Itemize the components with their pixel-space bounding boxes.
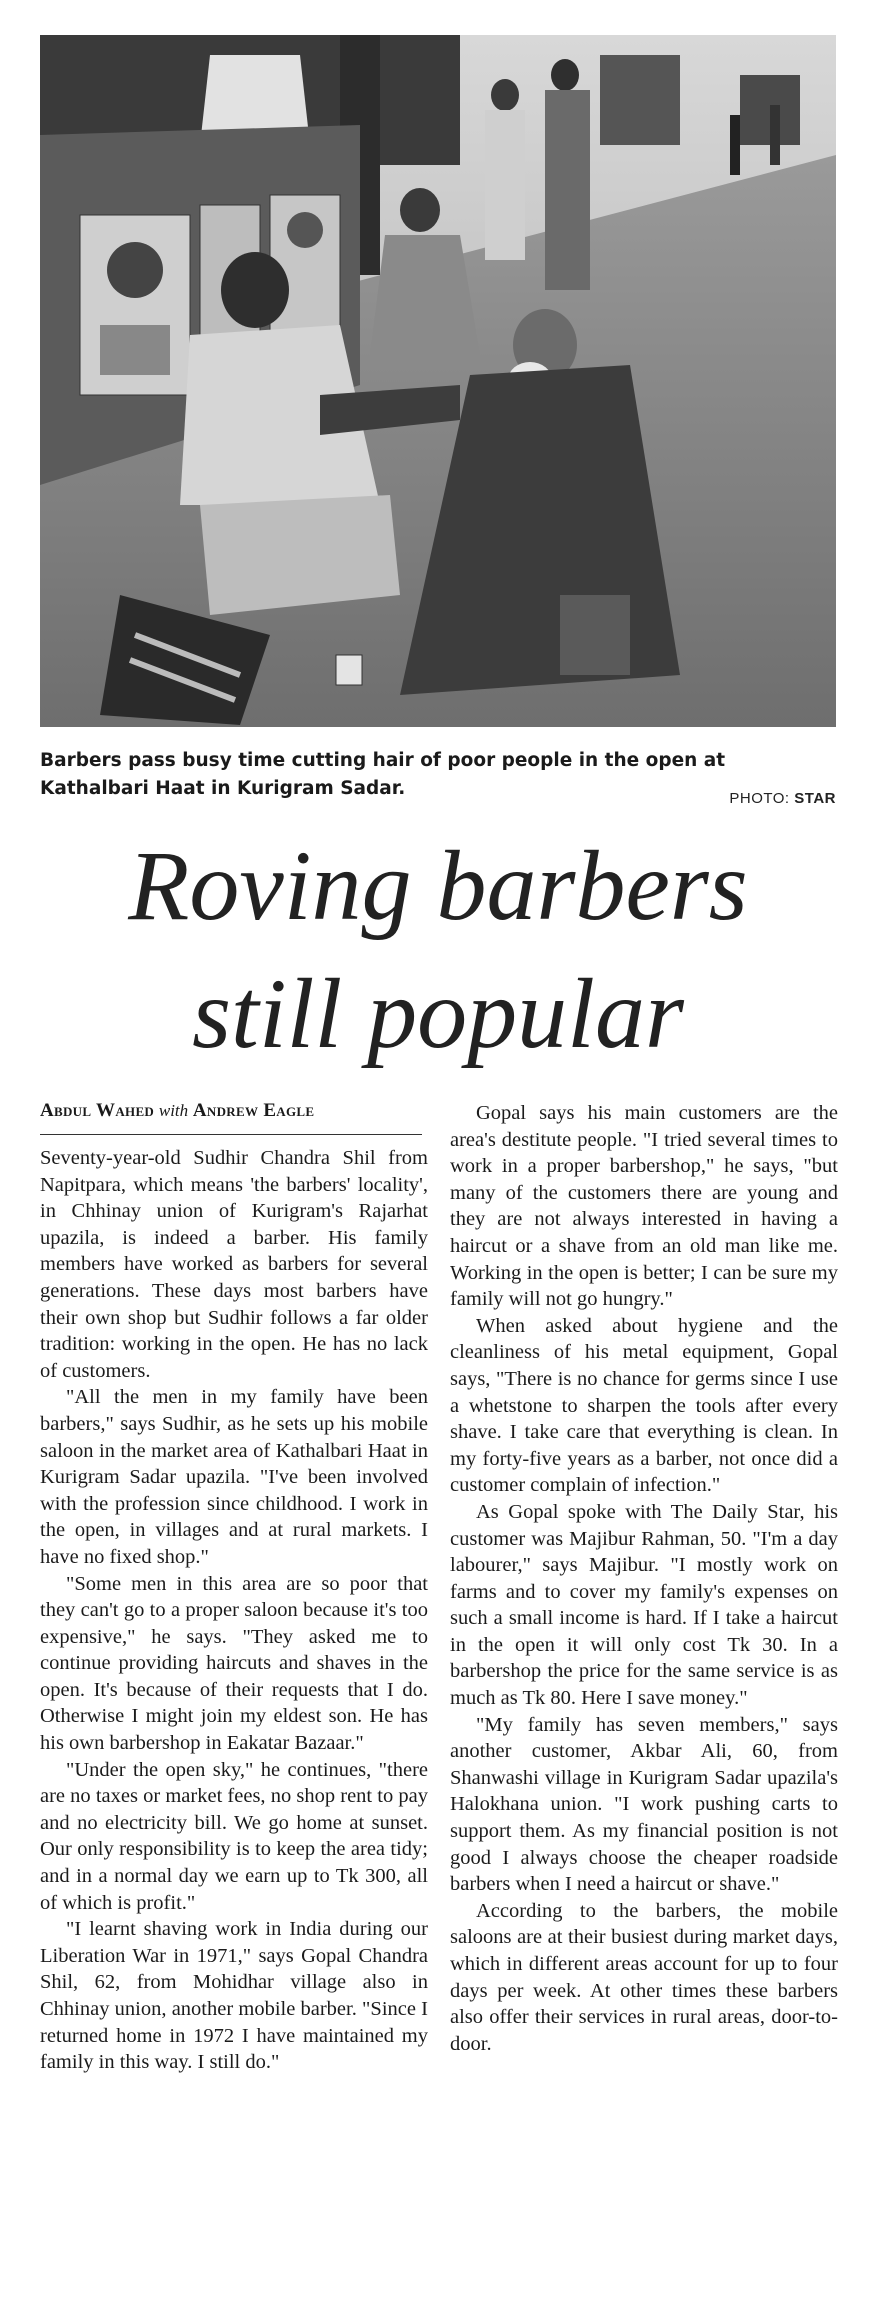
- article-paragraph: As Gopal spoke with The Daily Star, his customer was Majibur Rahman, 50. "I'm a day labourer," says Majibur. "I mostly work on farms and to cover my family's expenses on such a small income is hard. If I take a haircut in the open it will only cost Tk 30. In a barbershop the price for the same service is as much as Tk 80. Here I save money.": [450, 1500, 838, 1710]
- article-paragraph: "I learnt shaving work in India during our Liberation War in 1971," says Gopal Chandra Shil, 62, from Mohidhar village also in Chhinay union, another mobile barber. "Since I returned home in 1972 I have maintained my family in this way. I still do.": [40, 1918, 428, 2074]
- article-paragraph: Gopal says his main customers are the area's destitute people. "I tried several times to work in a proper barbershop," he says, "but many of the customers there are young and they are not always interested in having a haircut or a shave from an old man like me. Working in the open is better; I can be sure my family will not go hungry.": [450, 1102, 838, 1311]
- photo-credit-source: STAR: [794, 790, 836, 807]
- headline: [40, 822, 836, 1078]
- article-paragraph: When asked about hygiene and the cleanliness of his metal equipment, Gopal says, "There is no chance for germs since I use a whetstone to sharpen the tools after every shave. I take care that everything is clean. In my forty-five years as a barber, not once did a customer complain of infection.": [450, 1314, 838, 1497]
- article-paragraph: Seventy-year-old Sudhir Chandra Shil from Napitpara, which means 'the barbers' locality', in Chhinay union of Kurigram's Rajarhat upazila, is indeed a barber. His family members have worked as barbers for several generations. These days most barbers have their own shop but Sudhir follows a far older tradition: working in the open. He has no lack of customers.: [40, 1147, 428, 1382]
- article-paragraph: "My family has seven members," says another customer, Akbar Ali, 60, from Shanwashi village in Kurigram Sadar upazila's Halokhana union. "I work pushing carts to support them. As my financial position is not good I always choose the cheaper roadside barbers when I need a haircut or shave.": [450, 1713, 838, 1896]
- street-barber-photo: [40, 35, 836, 727]
- author-1: Abdul Wahed: [40, 1100, 155, 1121]
- photo-credit-label: PHOTO:: [729, 790, 790, 807]
- article-paragraph: "Some men in this area are so poor that they can't go to a proper saloon because it's too expensive," he says. "They asked me to continue providing haircuts and shaves in the open. It's because of their requests that I do. Otherwise I might join my eldest son. He has his own barbershop in Eakatar Bazaar.": [40, 1572, 428, 1755]
- photo-credit: [729, 790, 836, 807]
- byline-with: with: [158, 1101, 189, 1120]
- headline-line-2: still popular: [192, 958, 684, 1069]
- article-column-1: [40, 1145, 428, 2076]
- article-paragraph: "Under the open sky," he continues, "there are no taxes or market fees, no shop rent to pay and no electricity bill. We go home at sunset. Our only responsibility is to keep the area tidy; and in a normal day we earn up to Tk 300, all of which is profit.": [40, 1758, 428, 1914]
- photo-caption: Barbers pass busy time cutting hair of poor people in the open at Kathalbari Haat in Kurigram Sadar.: [40, 750, 726, 799]
- headline-line-1: Roving barbers: [128, 830, 748, 941]
- author-2: Andrew Eagle: [192, 1100, 315, 1121]
- article-paragraph: "All the men in my family have been barbers," says Sudhir, as he sets up his mobile saloon in the market area of Kathalbari Haat in Kurigram Sadar upazila. "I've been involved with the profession since childhood. I work in the open, in villages and at rural markets. I have no fixed shop.": [40, 1386, 428, 1568]
- byline: [40, 1100, 422, 1135]
- article-column-2: [450, 1100, 838, 2057]
- article-paragraph: According to the barbers, the mobile saloons are at their busiest during market days, which in different areas account for up to four days per week. At other times these barbers also offer their services in rural areas, door-to-door.: [450, 1899, 838, 2055]
